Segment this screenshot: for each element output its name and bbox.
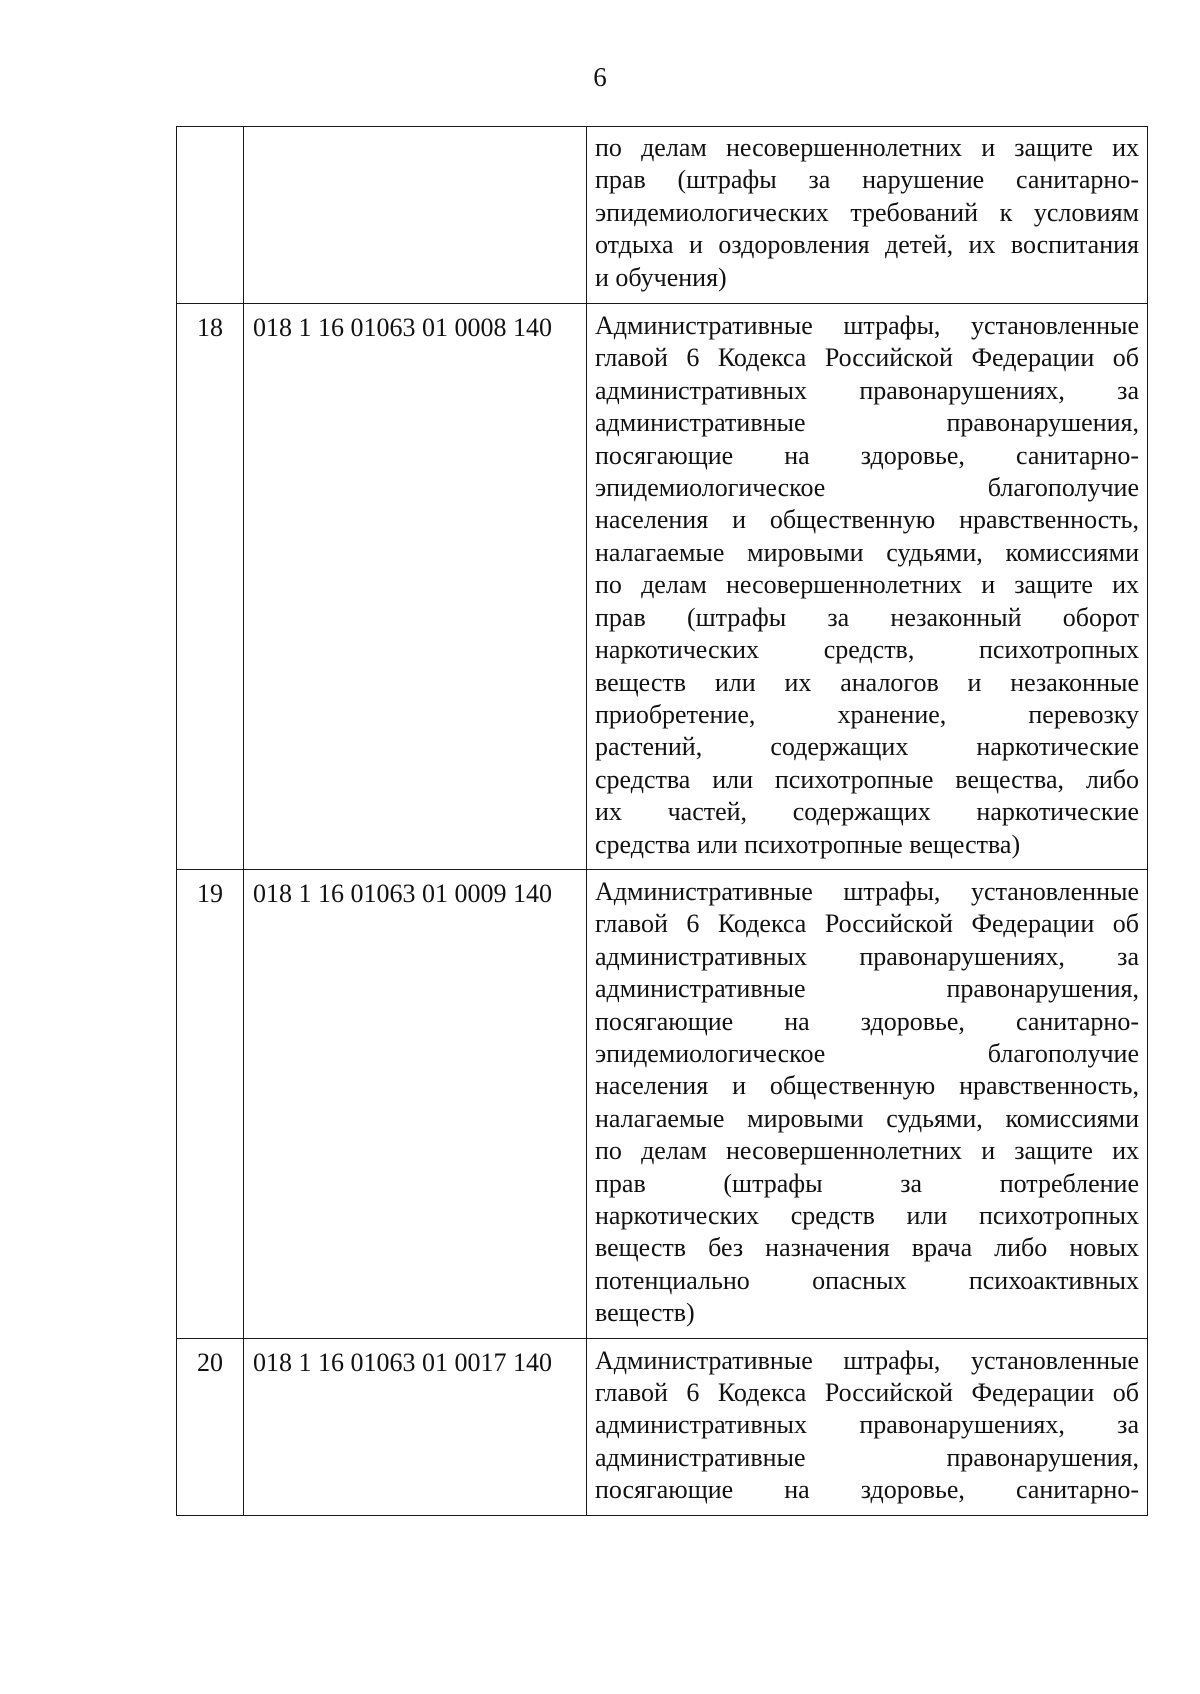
description-line: населения и общественную нравственность,	[595, 505, 1139, 535]
description-line: веществ или их аналогов и незаконные	[595, 667, 1139, 697]
description-cell	[587, 1338, 1148, 1515]
description-line: прав (штрафы за незаконный оборот	[595, 602, 1139, 632]
description-cell	[587, 869, 1148, 1338]
page-number: 6	[593, 62, 607, 92]
description-cell	[587, 304, 1148, 870]
row-number-cell	[177, 127, 244, 304]
budget-codes-table	[176, 126, 1148, 1516]
description-line: по делам несовершеннолетних и защите их	[595, 570, 1139, 600]
row-number-cell: 20	[177, 1338, 244, 1515]
description-line: налагаемые мировыми судьями, комиссиями	[595, 1103, 1139, 1133]
description-line: прав (штрафы за потребление	[595, 1168, 1139, 1198]
description-cell	[587, 127, 1148, 304]
budget-code-cell: 018 1 16 01063 01 0017 140	[244, 1338, 587, 1515]
description-line: административные правонарушения,	[595, 974, 1139, 1004]
description-line: эпидемиологическое благополучие	[595, 1038, 1139, 1068]
description-line: посягающие на здоровье, санитарно-	[595, 440, 1139, 470]
description-line: отдыха и оздоровления детей, их воспитания	[595, 230, 1139, 260]
table-row	[177, 127, 1148, 304]
description-line: главой 6 Кодекса Российской Федерации об	[595, 1378, 1139, 1408]
table-row	[177, 1338, 1148, 1515]
description-line: средства или психотропные вещества, либо	[595, 764, 1139, 794]
description-line: Административные штрафы, установленные	[595, 311, 1139, 341]
description-line: средства или психотропные вещества)	[595, 829, 1021, 859]
table-row	[177, 869, 1148, 1338]
description-line: наркотических средств или психотропных	[595, 1201, 1139, 1230]
description-line: эпидемиологических требований к условиям	[595, 197, 1139, 227]
description-line: потенциально опасных психоактивных	[595, 1265, 1139, 1295]
description-line: посягающие на здоровье, санитарно-	[595, 1006, 1139, 1036]
description-line: наркотических средств, психотропных	[595, 635, 1139, 665]
description-line: административных правонарушениях, за	[595, 1410, 1139, 1440]
description-line: главой 6 Кодекса Российской Федерации об	[595, 909, 1139, 939]
row-number-cell: 18	[177, 304, 244, 870]
description-line: приобретение, хранение, перевозку	[595, 699, 1139, 729]
table-body	[177, 127, 1148, 1516]
description-line: прав (штрафы за нарушение санитарно-	[595, 165, 1139, 195]
description-line: посягающие на здоровье, санитарно-	[595, 1475, 1139, 1505]
budget-code-cell: 018 1 16 01063 01 0008 140	[244, 304, 587, 870]
row-number-cell: 19	[177, 869, 244, 1338]
description-line: административных правонарушениях, за	[595, 941, 1139, 971]
budget-code-cell: 018 1 16 01063 01 0009 140	[244, 869, 587, 1338]
description-line: их частей, содержащих наркотические	[595, 797, 1139, 827]
description-line: по делам несовершеннолетних и защите их	[595, 1136, 1139, 1166]
description-line: налагаемые мировыми судьями, комиссиями	[595, 537, 1139, 567]
description-line: веществ без назначения врача либо новых	[595, 1233, 1139, 1263]
description-line: населения и общественную нравственность,	[595, 1071, 1139, 1101]
description-line: административные правонарушения,	[595, 1442, 1139, 1472]
description-line: по делам несовершеннолетних и защите их	[595, 133, 1139, 162]
description-line: административных правонарушениях, за	[595, 375, 1139, 405]
description-line: растений, содержащих наркотические	[595, 732, 1139, 762]
table-row	[177, 304, 1148, 870]
description-line: Административные штрафы, установленные	[595, 1345, 1139, 1375]
description-line: главой 6 Кодекса Российской Федерации об	[595, 343, 1139, 373]
description-line: эпидемиологическое благополучие	[595, 473, 1139, 503]
budget-code-cell	[244, 127, 587, 304]
description-line: Административные штрафы, установленные	[595, 876, 1139, 906]
description-line: веществ)	[595, 1298, 695, 1328]
description-line: и обучения)	[595, 262, 727, 292]
description-line: административные правонарушения,	[595, 408, 1139, 438]
